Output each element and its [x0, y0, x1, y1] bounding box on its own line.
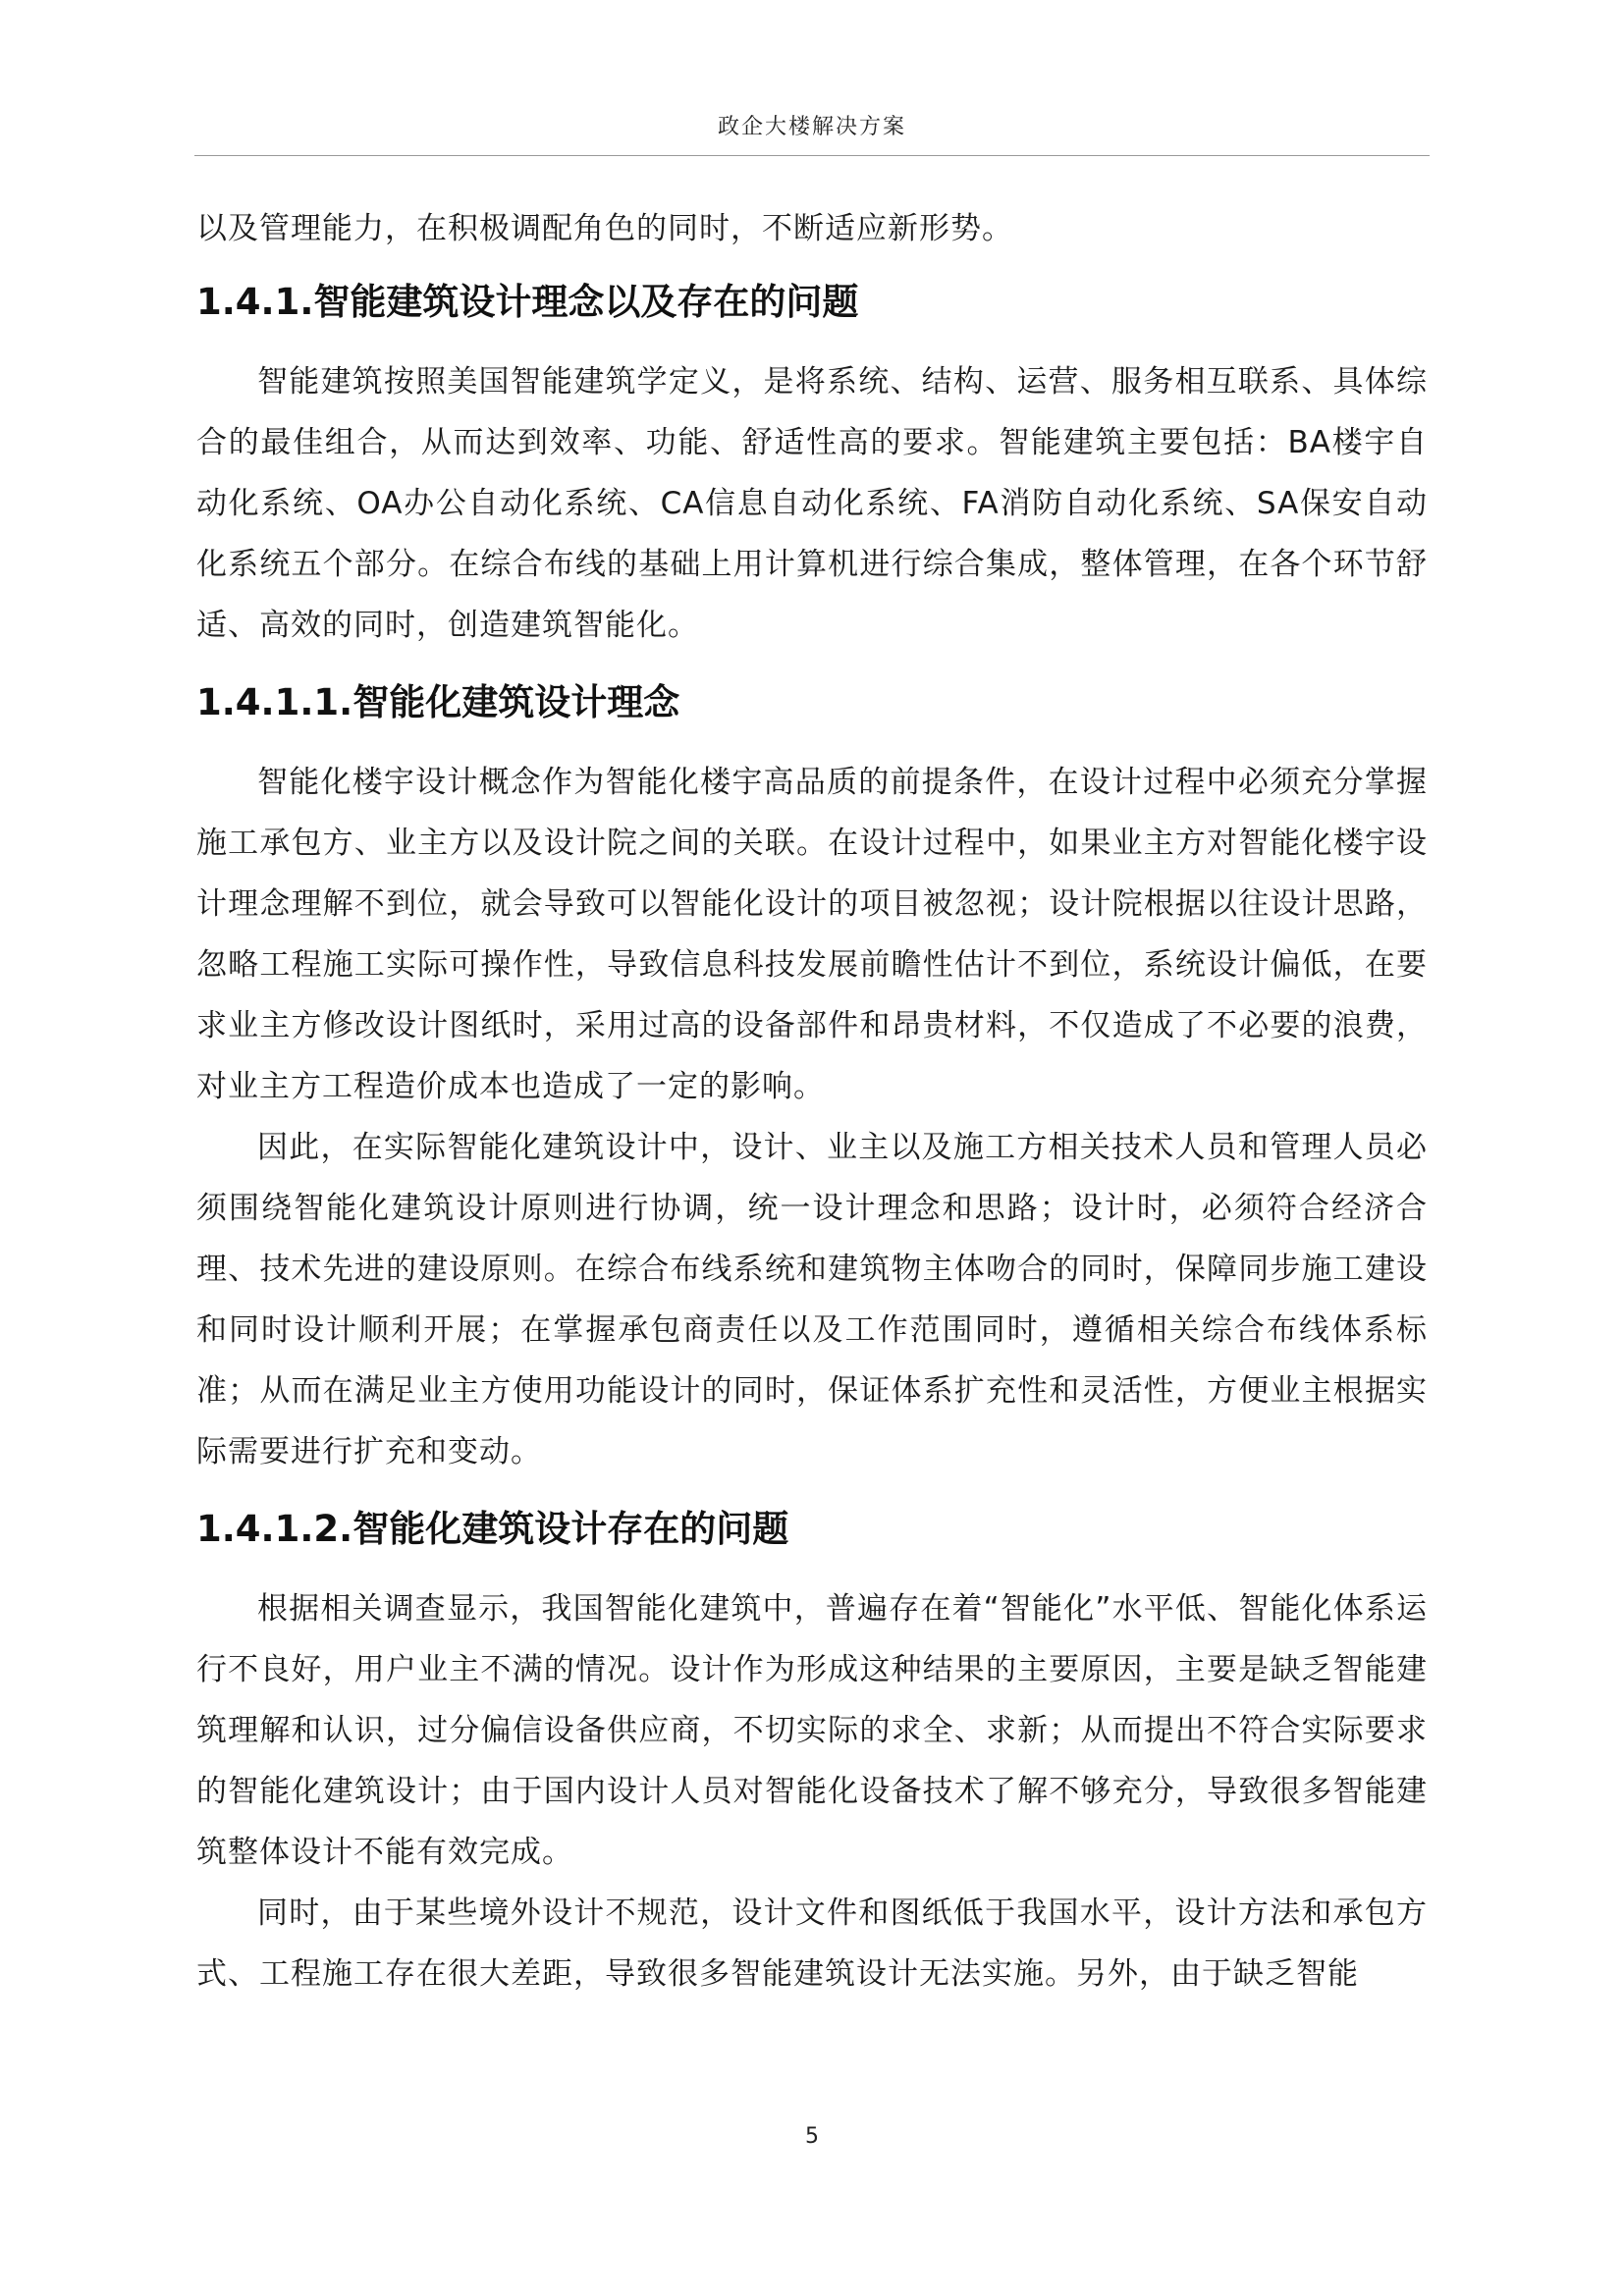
section-1-4-1-2-paragraph-2: 同时，由于某些境外设计不规范，设计文件和图纸低于我国水平，设计方法和承包方式、工程施工存在很大差距，导致很多智能建筑设计无法实施。另外，由于缺乏智能 [196, 1896, 1428, 1992]
section-heading-1-4-1: 1.4.1.智能建筑设计理念以及存在的问题 [196, 281, 859, 323]
section-heading-1-4-1-2: 1.4.1.2.智能化建筑设计存在的问题 [196, 1508, 789, 1550]
section-1-4-1-1-paragraph-2: 因此，在实际智能化建筑设计中，设计、业主以及施工方相关技术人员和管理人员必须围绕智能化建筑设计原则进行协调，统一设计理念和思路；设计时，必须符合经济合理、技术先进的建设原则。在综合布线系统和建筑物主体吻合的同时，保障同步施工建设和同时设计顺利开展；在掌握承包商责任以及工作范围同时，遵循相关综合布线体系标准；从而在满足业主方使用功能设计的同时，保证体系扩充性和灵活性，方便业主根据实际需要进行扩充和变动。 [196, 1130, 1428, 1469]
page-number: 5 [805, 2124, 819, 2149]
header-divider [194, 155, 1430, 156]
section-1-4-1-1-paragraph-1: 智能化楼宇设计概念作为智能化楼宇高品质的前提条件，在设计过程中必须充分掌握施工承包方、业主方以及设计院之间的关联。在设计过程中，如果业主方对智能化楼宇设计理念理解不到位，就会导致可以智能化设计的项目被忽视；设计院根据以往设计思路，忽略工程施工实际可操作性，导致信息科技发展前瞻性估计不到位，系统设计偏低，在要求业主方修改设计图纸时，采用过高的设备部件和昂贵材料，不仅造成了不必要的浪费，对业主方工程造价成本也造成了一定的影响。 [196, 765, 1428, 1104]
section-heading-1-4-1-1: 1.4.1.1.智能化建筑设计理念 [196, 681, 680, 723]
document-body [196, 198, 1428, 2004]
section-1-4-1-2-paragraph-1: 根据相关调查显示，我国智能化建筑中，普遍存在着“智能化”水平低、智能化体系运行不良好，用户业主不满的情况。设计作为形成这种结果的主要原因，主要是缺乏智能建筑理解和认识，过分偏信设备供应商，不切实际的求全、求新；从而提出不符合实际要求的智能化建筑设计；由于国内设计人员对智能化设备技术了解不够充分，导致很多智能建筑整体设计不能有效完成。 [196, 1591, 1428, 1870]
page-header-title: 政企大楼解决方案 [717, 115, 906, 139]
intro-paragraph: 以及管理能力，在积极调配角色的同时，不断适应新形势。 [196, 211, 1013, 246]
section-1-4-1-paragraph: 智能建筑按照美国智能建筑学定义，是将系统、结构、运营、服务相互联系、具体综合的最佳组合，从而达到效率、功能、舒适性高的要求。智能建筑主要包括：BA楼宇自动化系统、OA办公自动化系统、CA信息自动化系统、FA消防自动化系统、SA保安自动化系统五个部分。在综合布线的基础上用计算机进行综合集成，整体管理，在各个环节舒适、高效的同时，创造建筑智能化。 [196, 364, 1428, 643]
